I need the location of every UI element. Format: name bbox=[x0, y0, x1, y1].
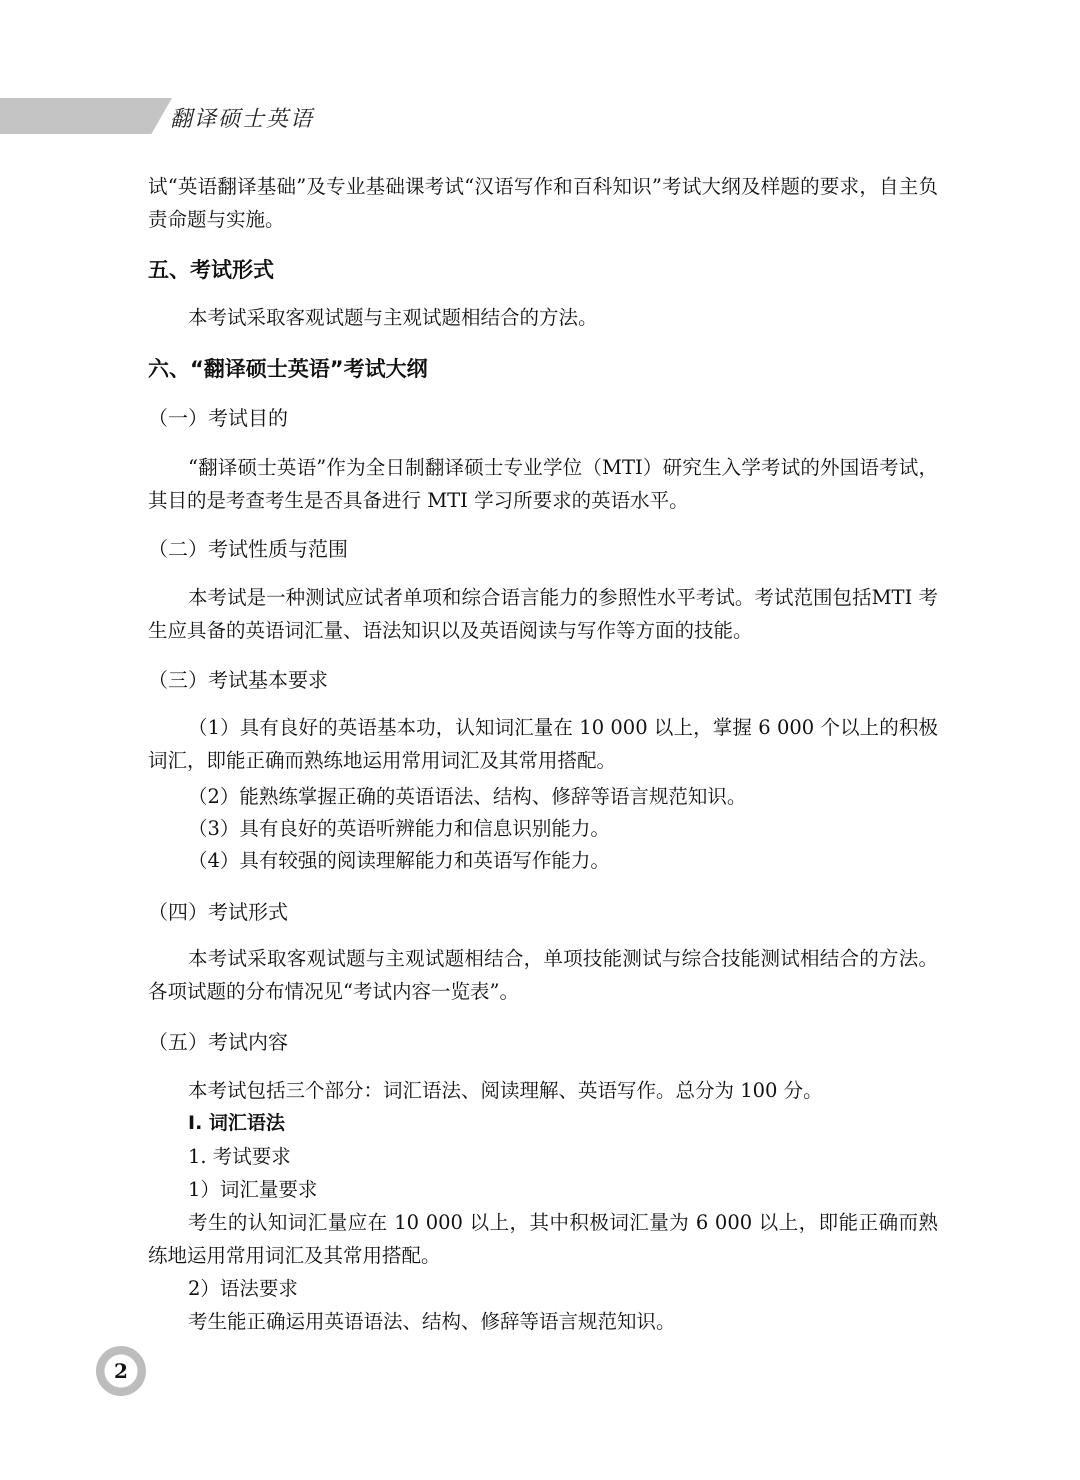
paragraph-continued: 试“英语翻译基础”及专业基础课考试“汉语写作和百科知识”考试大纲及样题的要求，自主负责命题与实施。 bbox=[148, 175, 938, 231]
paragraph: 考生能正确运用英语语法、结构、修辞等语言规范知识。 bbox=[188, 1310, 676, 1333]
item-heading: 2）语法要求 bbox=[188, 1277, 298, 1300]
list-item: （2）能熟练掌握正确的英语语法、结构、修辞等语言规范知识。 bbox=[188, 785, 747, 808]
section-heading-5: 五、考试形式 bbox=[148, 258, 274, 282]
paragraph: 考生的认知词汇量应在 10 000 以上，其中积极词汇量为 6 000 以上，即能正确而熟练地运用常用词汇及其常用搭配。 bbox=[148, 1211, 938, 1267]
subsection-heading-2: （二）考试性质与范围 bbox=[148, 537, 348, 561]
page-number: 2 bbox=[114, 1359, 128, 1383]
subsection-heading-1: （一）考试目的 bbox=[148, 406, 288, 430]
subsection-heading-4: （四）考试形式 bbox=[148, 900, 288, 924]
section-heading-6: 六、“翻译硕士英语”考试大纲 bbox=[148, 357, 428, 381]
item-heading: 1. 考试要求 bbox=[188, 1145, 291, 1168]
header-band bbox=[0, 98, 172, 134]
list-item: （4）具有较强的阅读理解能力和英语写作能力。 bbox=[188, 849, 610, 872]
subsection-heading-5: （五）考试内容 bbox=[148, 1030, 288, 1054]
paragraph: 本考试采取客观试题与主观试题相结合，单项技能测试与综合技能测试相结合的方法。各项试题的分布情况见“考试内容一览表”。 bbox=[148, 947, 938, 1003]
paragraph: “翻译硕士英语”作为全日制翻译硕士专业学位（MTI）研究生入学考试的外国语考试，其目的是考查考生是否具备进行 MTI 学习所要求的英语水平。 bbox=[148, 456, 938, 512]
list-item: （1）具有良好的英语基本功，认知词汇量在 10 000 以上，掌握 6 000 个以上的积极词汇，即能正确而熟练地运用常用词汇及其常用搭配。 bbox=[148, 716, 938, 772]
item-heading: 1）词汇量要求 bbox=[188, 1178, 318, 1201]
running-header-title: 翻译硕士英语 bbox=[170, 107, 315, 132]
paragraph: 本考试是一种测试应试者单项和综合语言能力的参照性水平考试。考试范围包括MTI 考生应具备的英语词汇量、语法知识以及英语阅读与写作等方面的技能。 bbox=[148, 586, 938, 642]
subsection-heading-3: （三）考试基本要求 bbox=[148, 668, 328, 692]
list-item: （3）具有良好的英语听辨能力和信息识别能力。 bbox=[188, 817, 610, 840]
paragraph: 本考试采取客观试题与主观试题相结合的方法。 bbox=[188, 306, 598, 329]
paragraph: 本考试包括三个部分：词汇语法、阅读理解、英语写作。总分为 100 分。 bbox=[188, 1079, 823, 1102]
part-heading: Ⅰ. 词汇语法 bbox=[188, 1112, 285, 1134]
page-number-badge bbox=[96, 1346, 146, 1396]
